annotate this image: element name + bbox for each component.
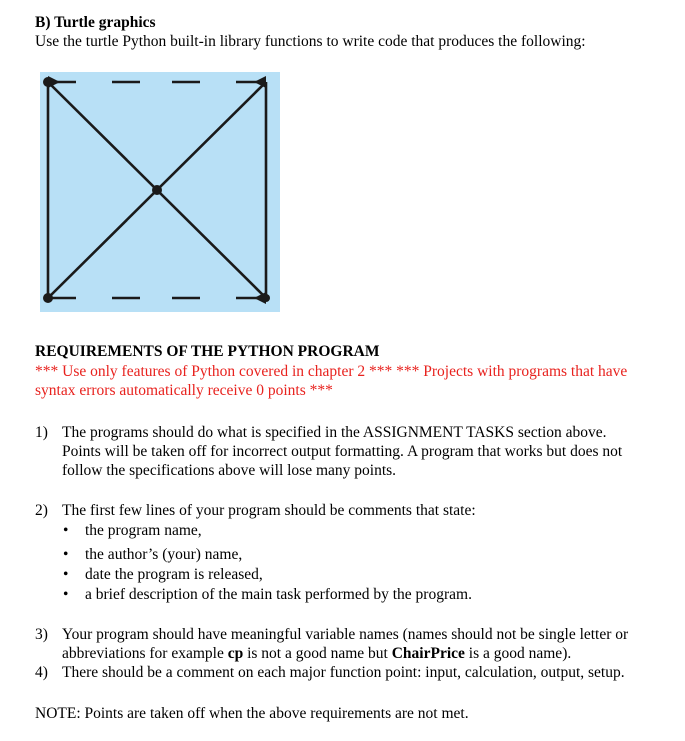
item2-bullet-2: the author’s (your) name,: [85, 546, 243, 563]
item2-bullet-4: a brief description of the main task performed by the program.: [85, 586, 472, 603]
turtle-drawing-figure: [40, 72, 280, 312]
note-text: NOTE: Points are taken off when the above requirements are not met.: [35, 705, 469, 722]
requirements-warning-line2: syntax errors automatically receive 0 points ***: [35, 382, 333, 399]
bullet-icon: •: [63, 522, 69, 539]
item3-line2-post: is a good name).: [464, 645, 572, 662]
item3-chairprice-example: ChairPrice: [391, 645, 465, 662]
item3-cp-example: cp: [227, 645, 244, 662]
item3-line2-mid: is not a good name but: [243, 645, 392, 662]
item2-bullet-3: date the program is released,: [85, 566, 263, 583]
item2-line1: The first few lines of your program should be comments that state:: [62, 502, 476, 519]
turtle-drawing-icon: [40, 72, 280, 312]
item3-line2-pre: abbreviations for example: [62, 645, 228, 662]
item3-line1: Your program should have meaningful variable names (names should not be single letter or: [62, 626, 629, 643]
dot-center: [152, 185, 162, 195]
requirements-heading: REQUIREMENTS OF THE PYTHON PROGRAM: [35, 343, 380, 360]
item1-line2: Points will be taken off for incorrect output formatting. A program that works but does not: [62, 443, 623, 460]
item3-line2: [62, 644, 571, 663]
intro-text: Use the turtle Python built-in library functions to write code that produces the following:: [35, 33, 586, 50]
dot-bottom-left: [43, 293, 53, 303]
item2-number: 2): [35, 502, 48, 519]
bullet-icon: •: [63, 546, 69, 563]
item3-number: 3): [35, 626, 48, 643]
section-title: B) Turtle graphics: [35, 14, 156, 31]
bullet-icon: •: [63, 586, 69, 603]
requirements-warning-line1: *** Use only features of Python covered in chapter 2 *** *** Projects with programs that have: [35, 363, 628, 380]
item1-line3: follow the specifications above will lose many points.: [62, 462, 397, 479]
item4-number: 4): [35, 664, 48, 681]
item1-line1: The programs should do what is specified in the ASSIGNMENT TASKS section above.: [62, 424, 607, 441]
item1-number: 1): [35, 424, 48, 441]
item4-line1: There should be a comment on each major function point: input, calculation, output, setup.: [62, 664, 625, 681]
bullet-icon: •: [63, 566, 69, 583]
item2-bullet-1: the program name,: [85, 522, 202, 539]
